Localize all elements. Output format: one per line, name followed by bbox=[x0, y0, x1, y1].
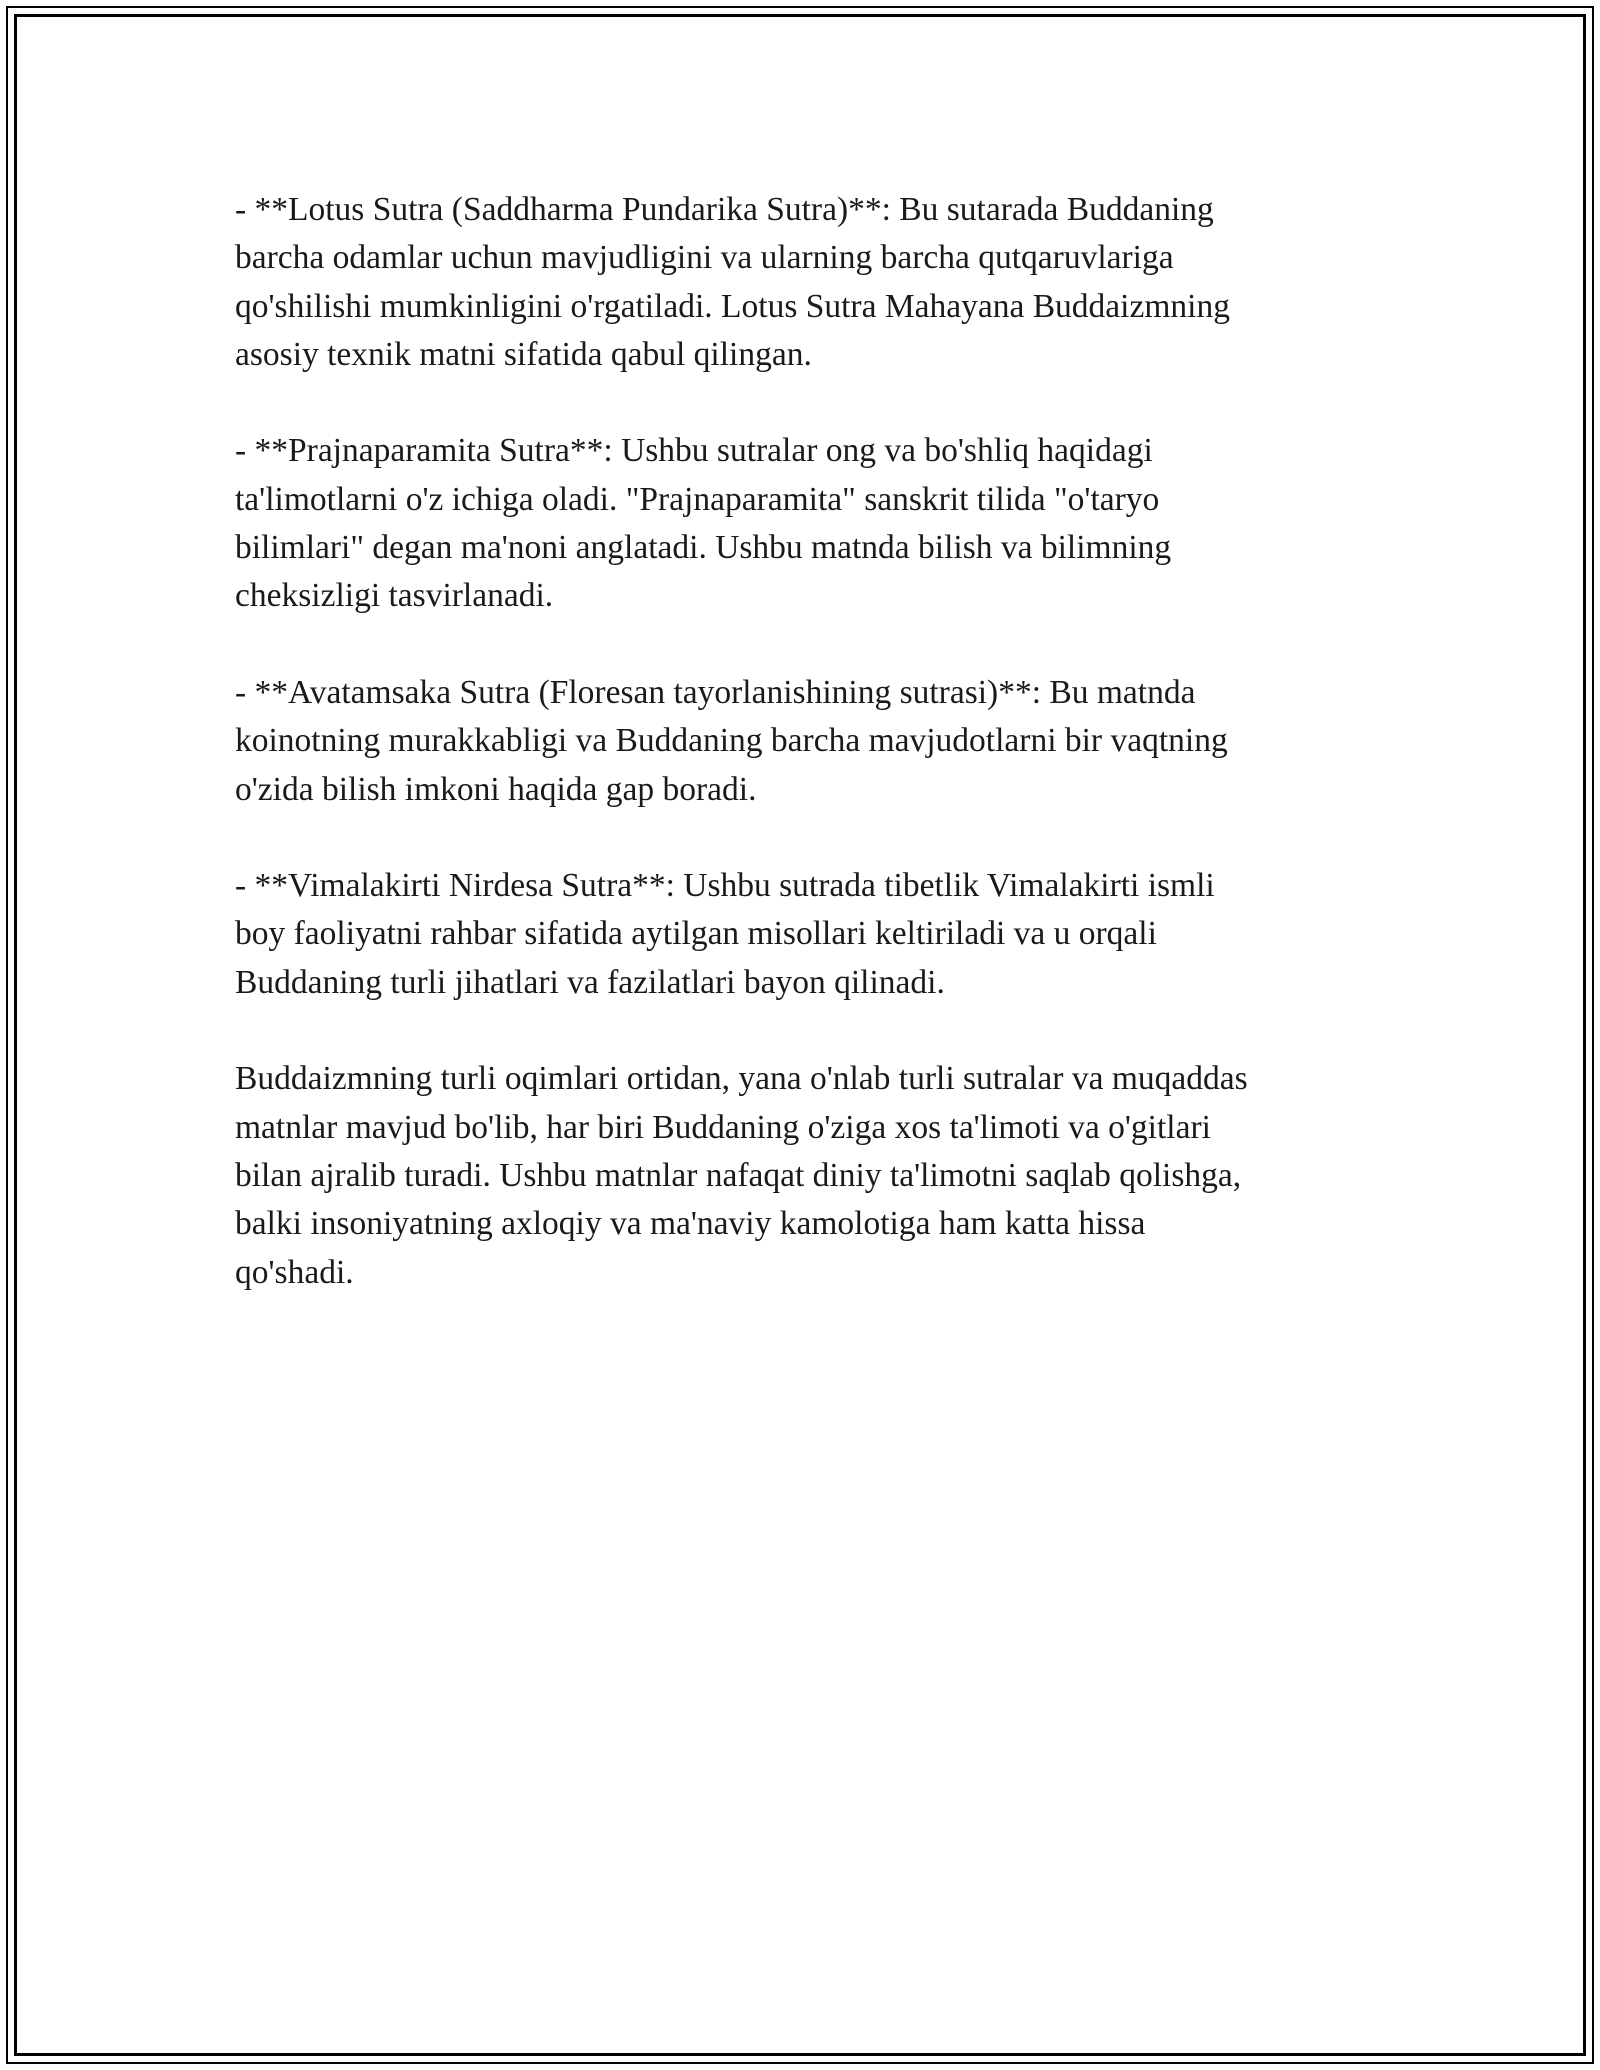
paragraph-avatamsaka-sutra: - **Avatamsaka Sutra (Floresan tayorlanishining sutrasi)**: Bu matnda koinotning murakkabligi va Buddaning barcha mavjudotlarni bir vaqtning o'zida bilish imkoni haqida gap boradi. bbox=[235, 673, 1228, 808]
paragraph-lotus-sutra: - **Lotus Sutra (Saddharma Pundarika Sutra)**: Bu sutarada Buddaning barcha odamlar uchun mavjudligini va ularning barcha qutqaruvlariga qo'shilishi mumkinligini o'rgatiladi. Lotus Sutra Mahayana Buddaizmning asosiy texnik matni sifatida qabul qilingan. bbox=[235, 191, 1230, 373]
document-body bbox=[235, 186, 1365, 1297]
paragraph-conclusion: Buddaizmning turli oqimlari ortidan, yana o'nlab turli sutralar va muqaddas matnlar mavjud bo'lib, har biri Buddaning o'ziga xos ta'limoti va o'gitlari bilan ajralib turadi. Ushbu matnlar nafaqat diniy ta'limotni saqlab qolishga, balki insoniyatning axloqiy va ma'naviy kamolotiga ham katta hissa qo'shadi. bbox=[235, 1060, 1248, 1291]
paragraph-vimalakirti-sutra: - **Vimalakirti Nirdesa Sutra**: Ushbu sutrada tibetlik Vimalakirti ismli boy faoliyatni rahbar sifatida aytilgan misollari keltiriladi va u orqali Buddaning turli jihatlari va fazilatlari bayon qilinadi. bbox=[235, 867, 1215, 1001]
paragraph-prajnaparamita-sutra: - **Prajnaparamita Sutra**: Ushbu sutralar ong va bo'shliq haqidagi ta'limotlarni o'z ichiga oladi. "Prajnaparamita" sanskrit tilida "o'taryo bilimlari" degan ma'noni anglatadi. Ushbu matnda bilish va bilimning cheksizligi tasvirlanadi. bbox=[235, 432, 1172, 615]
